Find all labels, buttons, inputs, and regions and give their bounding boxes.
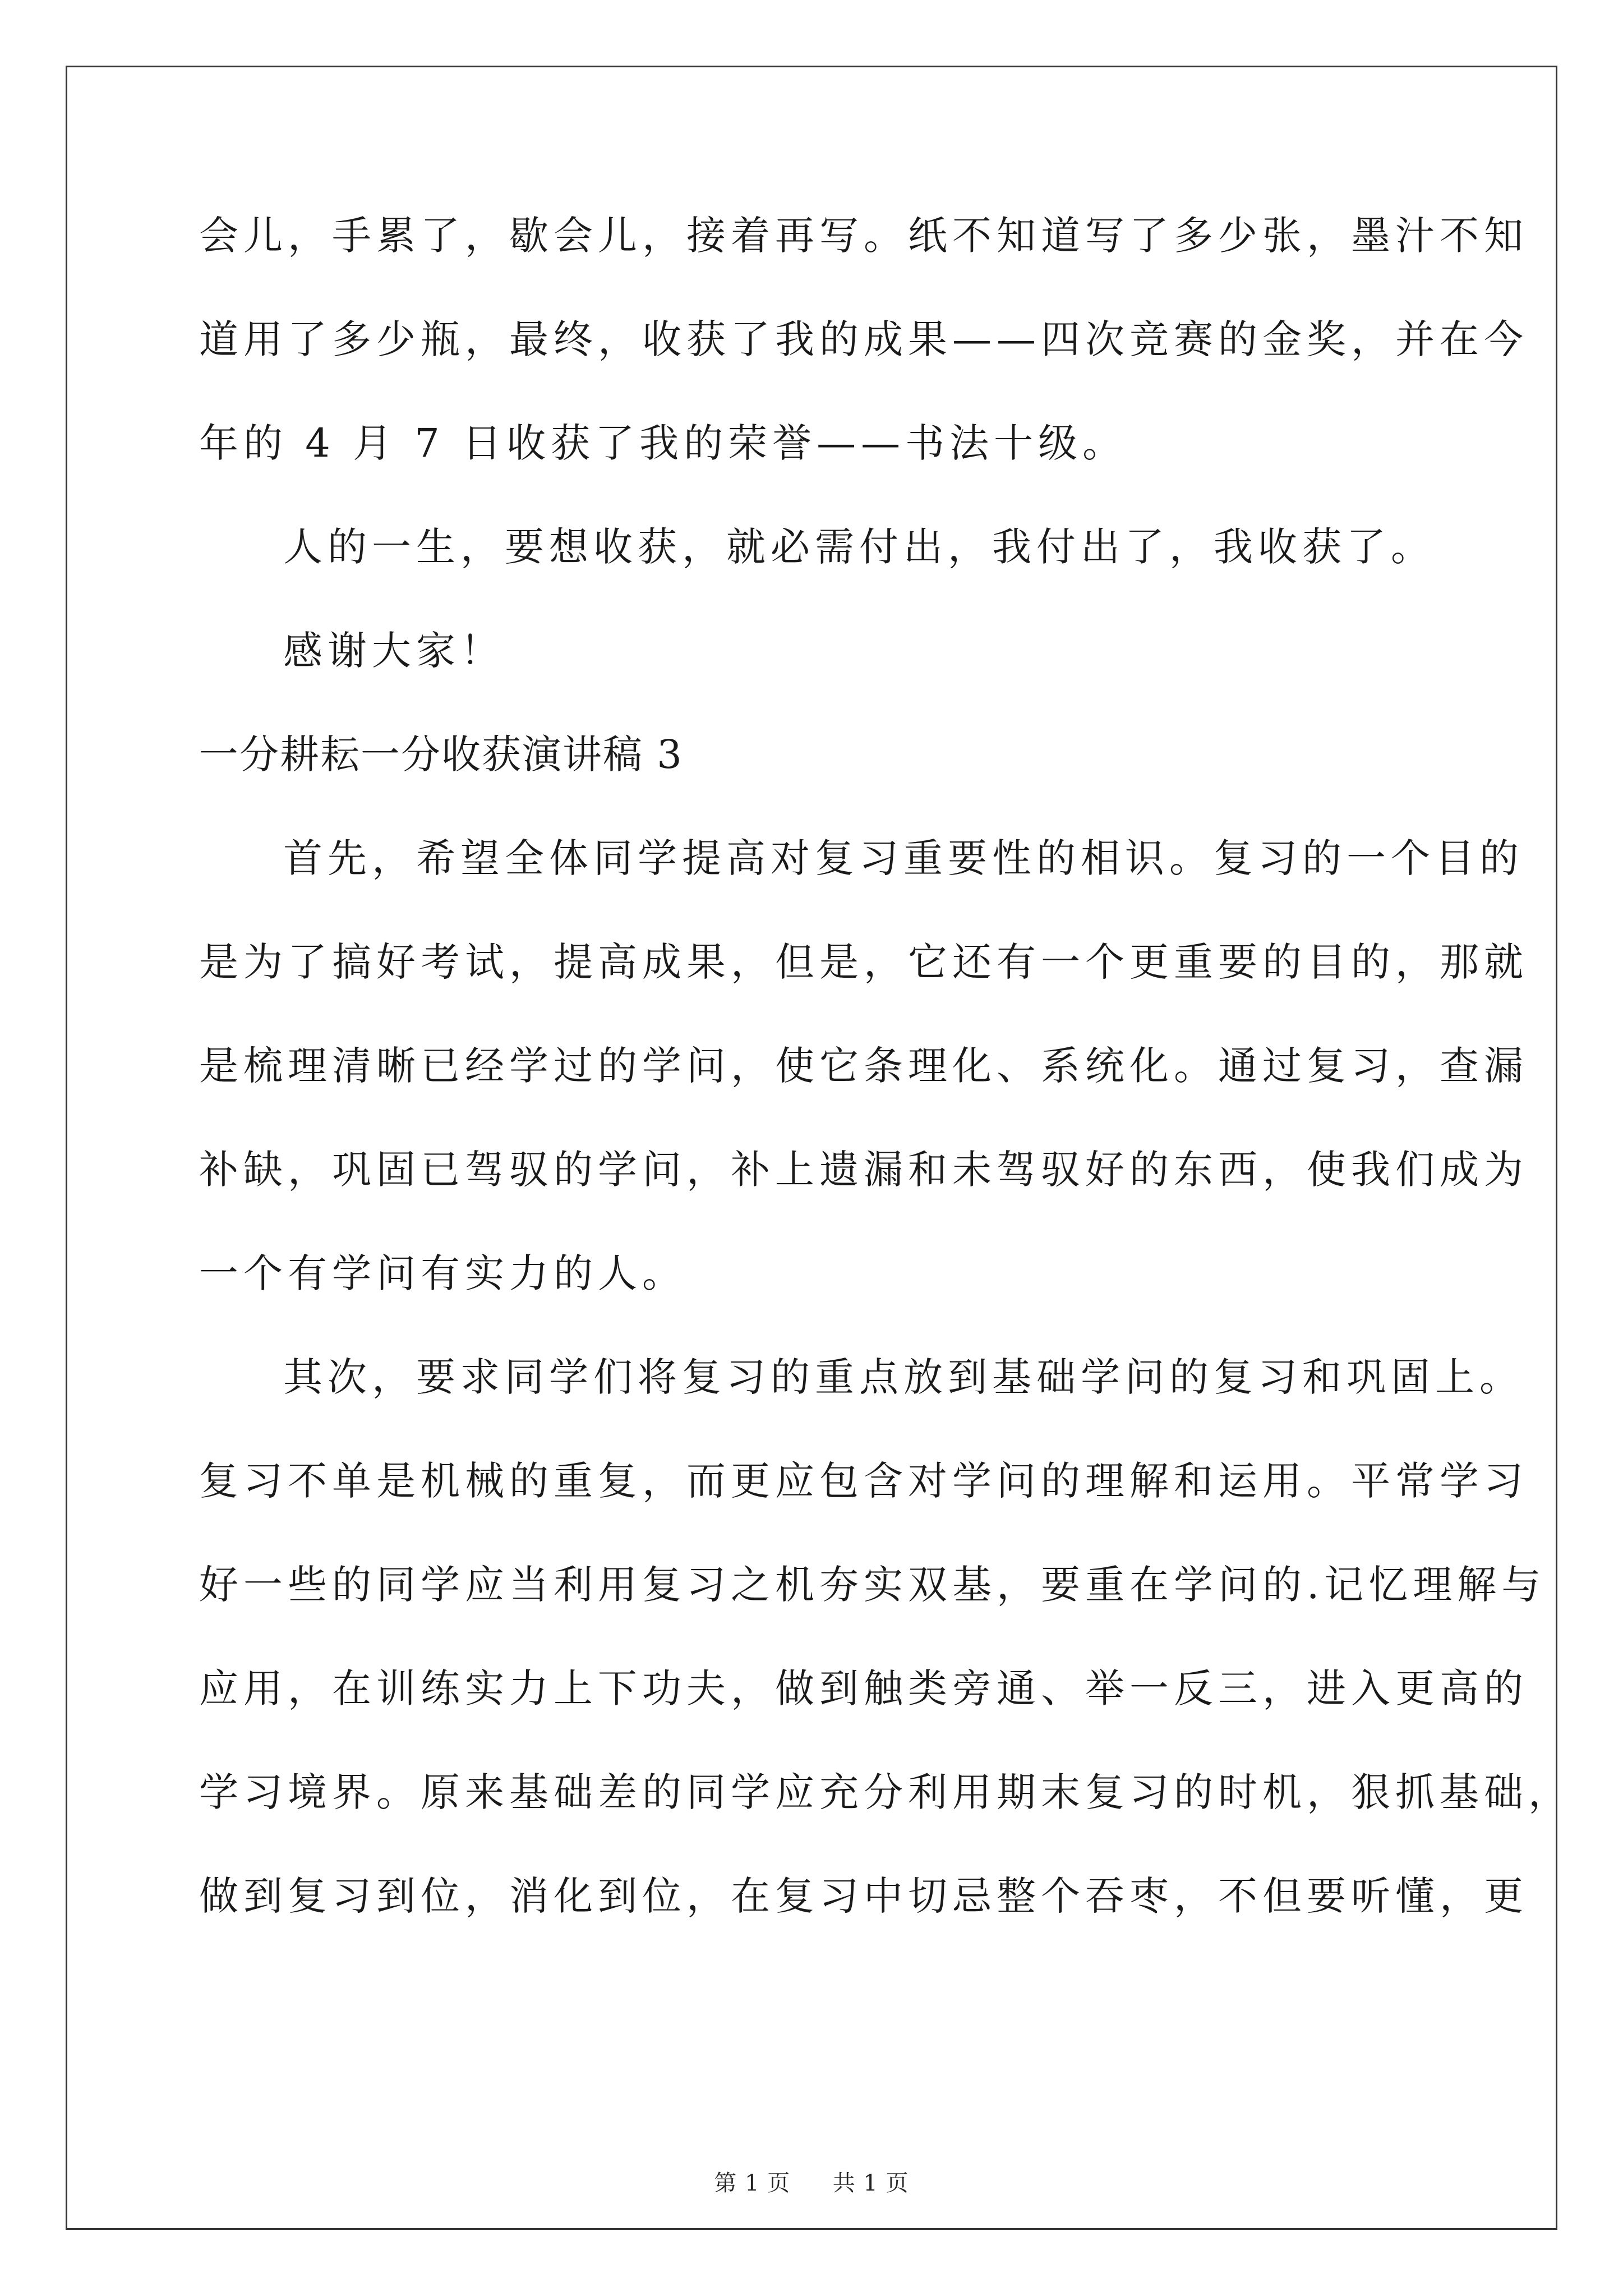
paragraph-line: 首先，希望全体同学提高对复习重要性的相识。复习的一个目的 bbox=[283, 835, 1524, 881]
text-line: 复习不单是机械的重复，而更应包含对学问的理解和运用。平常学习 bbox=[199, 1458, 1528, 1504]
closing-line: 感谢大家！ bbox=[283, 628, 505, 674]
page-total: 共 1 页 bbox=[832, 2170, 909, 2196]
text-line: 是梳理清晰已经学过的学问，使它条理化、系统化。通过复习，查漏 bbox=[199, 1043, 1528, 1089]
text-line: 是为了搞好考试，提高成果，但是，它还有一个更重要的目的，那就 bbox=[199, 939, 1528, 985]
text-line: 学习境界。原来基础差的同学应充分利用期末复习的时机，狠抓基础， bbox=[199, 1769, 1573, 1815]
document-body bbox=[199, 213, 1573, 1977]
text-line: 好一些的同学应当利用复习之机夯实双基，要重在学问的.记忆理解与 bbox=[199, 1562, 1546, 1608]
text-line: 应用，在训练实力上下功夫，做到触类旁通、举一反三，进入更高的 bbox=[199, 1665, 1528, 1711]
text-line: 年的 4 月 7 日收获了我的荣誉——书法十级。 bbox=[199, 420, 1127, 466]
text-line: 道用了多少瓶，最终，收获了我的成果——四次竞赛的金奖，并在今 bbox=[199, 316, 1528, 362]
page-footer bbox=[0, 2165, 1623, 2197]
paragraph-line: 其次，要求同学们将复习的重点放到基础学问的复习和巩固上。 bbox=[283, 1354, 1524, 1400]
text-line: 一个有学问有实力的人。 bbox=[199, 1250, 686, 1296]
section-heading: 一分耕耘一分收获演讲稿 3 bbox=[199, 731, 683, 777]
paragraph-line: 人的一生，要想收获，就必需付出，我付出了，我收获了。 bbox=[283, 524, 1435, 570]
page-number: 第 1 页 bbox=[714, 2170, 791, 2196]
text-line: 会儿，手累了，歇会儿，接着再写。纸不知道写了多少张，墨汁不知 bbox=[199, 213, 1528, 259]
text-line: 做到复习到位，消化到位，在复习中切忌整个吞枣，不但要听懂，更 bbox=[199, 1873, 1528, 1919]
text-line: 补缺，巩固已驾驭的学问，补上遗漏和未驾驭好的东西，使我们成为 bbox=[199, 1147, 1528, 1193]
